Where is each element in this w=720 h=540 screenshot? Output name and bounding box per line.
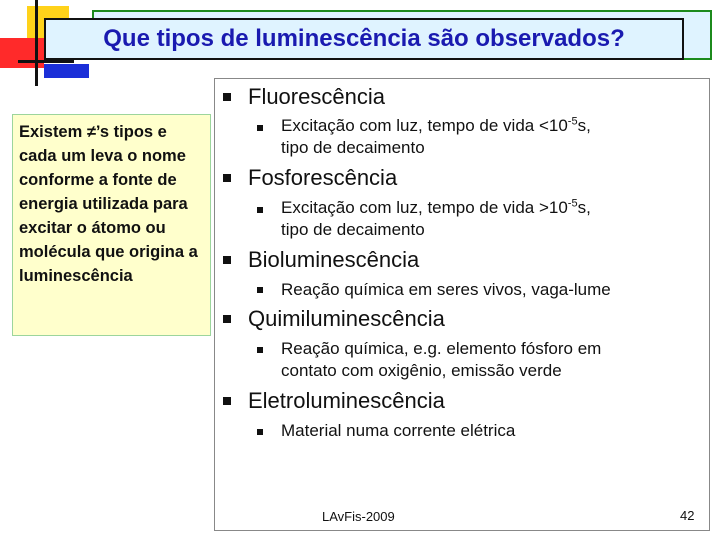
decor-horizontal-line: [18, 60, 74, 63]
item-detail-fluorescencia: [281, 115, 591, 159]
bullet-square-icon: [223, 93, 231, 101]
detail-line: contato com oxigênio, emissão verde: [281, 361, 562, 380]
detail-line: Excitação com luz, tempo de vida $>10^{-5}s$,: [281, 197, 591, 217]
bullet-square-icon: [223, 256, 231, 264]
intro-text: Existem ≠’s tipos e cada um leva o nome conforme a fonte de energia utilizada para excitar o átomo ou molécula que origina a luminescência: [12, 114, 211, 336]
footer-text: LAvFis-2009: [322, 509, 395, 524]
sub-bullet-square-icon: [257, 207, 263, 213]
page-number: 42: [680, 508, 695, 523]
detail-line: Material numa corrente elétrica: [281, 421, 516, 440]
detail-line: Reação química, e.g. elemento fósforo em: [281, 339, 602, 358]
decor-vertical-line: [35, 0, 38, 86]
detail-line: Reação química em seres vivos, vaga-lume: [281, 280, 611, 299]
sub-bullet-square-icon: [257, 125, 263, 131]
detail-line: tipo de decaimento: [281, 138, 425, 157]
sub-bullet-square-icon: [257, 429, 263, 435]
bullet-square-icon: [223, 315, 231, 323]
item-detail-quimiluminescencia: [281, 338, 601, 382]
item-label-fosforescencia: Fosforescência: [248, 165, 398, 190]
decor-blue-block: [44, 64, 89, 78]
detail-line: tipo de decaimento: [281, 220, 425, 239]
bullet-square-icon: [223, 397, 231, 405]
sub-bullet-square-icon: [257, 287, 263, 293]
detail-line: Excitação com luz, tempo de vida $<10^{-5}s$,: [281, 115, 591, 135]
bullet-square-icon: [223, 174, 231, 182]
item-label-eletroluminescencia: Eletroluminescência: [248, 388, 445, 413]
slide-title: Que tipos de luminescência são observados?: [44, 18, 684, 60]
item-label-bioluminescencia: Bioluminescência: [248, 247, 420, 272]
item-detail-bioluminescencia: [281, 279, 611, 301]
item-label-quimiluminescencia: Quimiluminescência: [248, 306, 445, 331]
item-detail-eletroluminescencia: [281, 420, 515, 442]
item-label-fluorescencia: Fluorescência: [248, 84, 385, 109]
sub-bullet-square-icon: [257, 347, 263, 353]
item-detail-fosforescencia: [281, 197, 591, 241]
